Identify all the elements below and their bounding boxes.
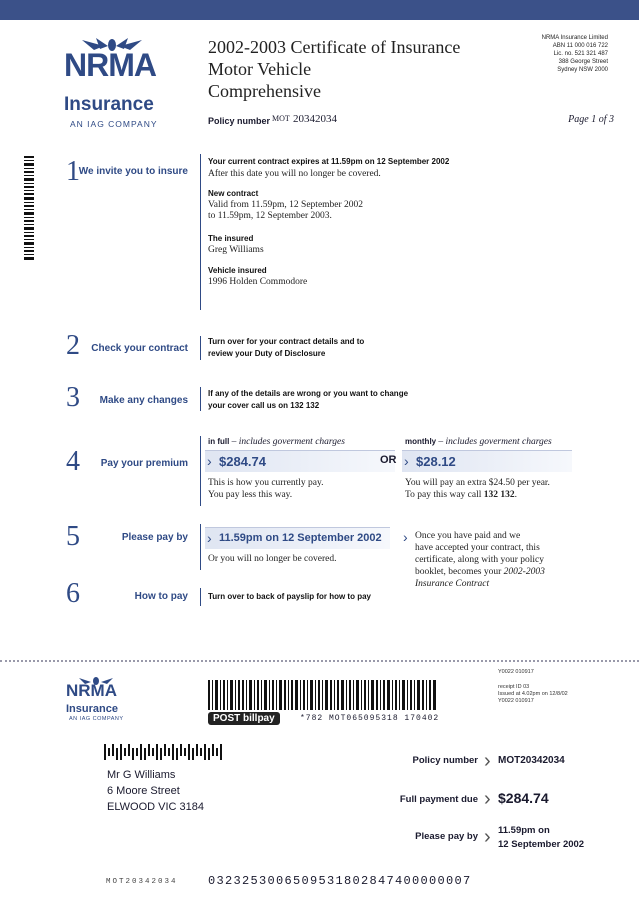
chevron-right-icon: › xyxy=(404,453,409,469)
postal-barcode xyxy=(104,744,224,760)
insured-name: Greg Williams xyxy=(208,245,264,255)
how-to-pay-text: Turn over to back of payslip for how to pay xyxy=(208,592,371,601)
step-2-number: 2 xyxy=(66,330,80,361)
full-text-2: You pay less this way. xyxy=(208,490,293,500)
new-contract-line-1: Valid from 11.59pm, 12 September 2002 xyxy=(208,200,364,210)
or-label: OR xyxy=(380,454,397,466)
chevron-right-icon: › xyxy=(207,453,212,469)
chevron-right-icon: › xyxy=(484,826,491,848)
pay-by-note: Or you will no longer be covered. xyxy=(208,554,337,564)
slip-policy-value: MOT20342034 xyxy=(498,755,565,766)
slip-payby-label: Please pay by xyxy=(415,831,478,842)
divider-1 xyxy=(200,154,201,310)
check-contract-line-1: Turn over for your contract details and to xyxy=(208,337,365,346)
policy-number-value: 20342034 xyxy=(293,113,337,125)
ocr-line: 0323253006509531802847400000007 xyxy=(208,874,472,888)
monthly-payment-heading: monthly – includes goverment charges xyxy=(405,437,552,447)
slip-policy-label: Policy number xyxy=(412,755,478,766)
step-1-label: We invite you to insure xyxy=(78,166,188,177)
side-barcode xyxy=(24,156,34,260)
step-2-label: Check your contract xyxy=(91,343,188,354)
divider-5 xyxy=(200,524,201,570)
slip-payby-value: 11.59pm on 12 September 2002 xyxy=(498,825,585,850)
full-text-1: This is how you currently pay. xyxy=(208,478,324,488)
company-address: NRMA Insurance Limited ABN 11 000 016 722 Lic. no. 521 321 487 388 George Street Sydney NSW 2000 xyxy=(541,35,608,73)
payment-barcode xyxy=(208,680,438,710)
policy-prefix: MOT xyxy=(272,114,290,123)
nrma-logo: NRMA xyxy=(64,47,156,83)
receipt-info: Y0022 010917 receipt ID 03 Issued at 4.02pm on 12/8/02 Y0022 010917 xyxy=(498,669,568,704)
top-banner xyxy=(0,0,639,20)
monthly-amount-box xyxy=(402,450,572,472)
step-6-label: How to pay xyxy=(134,591,188,602)
chevron-right-icon: › xyxy=(484,788,491,810)
check-contract-line-2: review your Duty of Disclosure xyxy=(208,349,326,358)
perforation-line xyxy=(0,660,639,662)
step-5-label: Please pay by xyxy=(121,532,188,543)
chevron-right-icon: › xyxy=(484,750,491,772)
changes-line-2: your cover call us on 132 132 xyxy=(208,401,320,410)
iag-tagline-small: AN IAG COMPANY xyxy=(69,716,124,722)
monthly-text-2: To pay this way call 132 132. xyxy=(405,490,517,500)
pay-by-date-box xyxy=(205,527,390,549)
page-indicator: Page 1 of 3 xyxy=(568,114,614,125)
step-5-number: 5 xyxy=(66,521,80,552)
iag-tagline: AN IAG COMPANY xyxy=(70,119,158,129)
pay-by-date: 11.59pm on 12 September 2002 xyxy=(219,532,382,544)
chevron-right-icon: › xyxy=(207,530,212,546)
new-contract-heading: New contract xyxy=(208,189,259,198)
post-billpay-logo: POST billpay xyxy=(208,712,280,725)
contract-note: Once you have paid and we have accepted your contract, this certificate, along with your policy booklet, becomes your 2002-2003 Insurance Contract xyxy=(415,531,545,589)
address-line-1: 6 Moore Street xyxy=(107,785,180,797)
divider-3 xyxy=(200,387,201,411)
divider-6 xyxy=(200,588,201,606)
slip-due-value: $284.74 xyxy=(498,790,549,806)
step-3-number: 3 xyxy=(66,382,80,413)
new-contract-line-2: to 11.59pm, 12 September 2003. xyxy=(208,211,332,221)
mailing-address xyxy=(107,767,204,815)
full-amount: $284.74 xyxy=(219,454,266,469)
title-line-3: Comprehensive xyxy=(208,81,321,101)
divider-4 xyxy=(200,436,201,506)
step-3-label: Make any changes xyxy=(99,395,188,406)
address-line-2: ELWOOD VIC 3184 xyxy=(107,801,204,813)
recipient-name: Mr G Williams xyxy=(107,769,176,781)
step-4-number: 4 xyxy=(66,446,80,477)
insurance-wordmark: Insurance xyxy=(64,94,154,115)
step-4-label: Pay your premium xyxy=(100,458,188,469)
slip-due-label: Full payment due xyxy=(399,794,478,805)
full-amount-box xyxy=(205,450,395,472)
policy-number-label: Policy number xyxy=(208,116,271,126)
monthly-text-1: You will pay an extra $24.50 per year. xyxy=(405,478,550,488)
vehicle-value: 1996 Holden Commodore xyxy=(208,277,308,287)
expiry-text: After this date you will no longer be covered. xyxy=(208,169,381,179)
full-payment-heading: in full – includes goverment charges xyxy=(208,437,345,447)
title-line-2: Motor Vehicle xyxy=(208,59,312,79)
changes-line-1: If any of the details are wrong or you want to change xyxy=(208,389,409,398)
nrma-logo-small: NRMA xyxy=(66,681,117,700)
billpay-reference: *782 MOT065095318 170402 xyxy=(300,714,440,723)
step-6-number: 6 xyxy=(66,578,80,609)
slip-footer-reference: MOT20342034 xyxy=(106,878,178,886)
chevron-right-icon: › xyxy=(403,529,408,545)
insurance-wordmark-small: Insurance xyxy=(66,703,118,715)
divider-2 xyxy=(200,336,201,360)
certificate-title: 2002-2003 Certificate of Insurance xyxy=(208,37,461,57)
vehicle-heading: Vehicle insured xyxy=(208,266,267,275)
step-1-number: 1 xyxy=(66,156,80,187)
insured-heading: The insured xyxy=(208,234,254,243)
expiry-heading: Your current contract expires at 11.59pm on 12 September 2002 xyxy=(208,157,450,166)
monthly-amount: $28.12 xyxy=(416,454,456,469)
